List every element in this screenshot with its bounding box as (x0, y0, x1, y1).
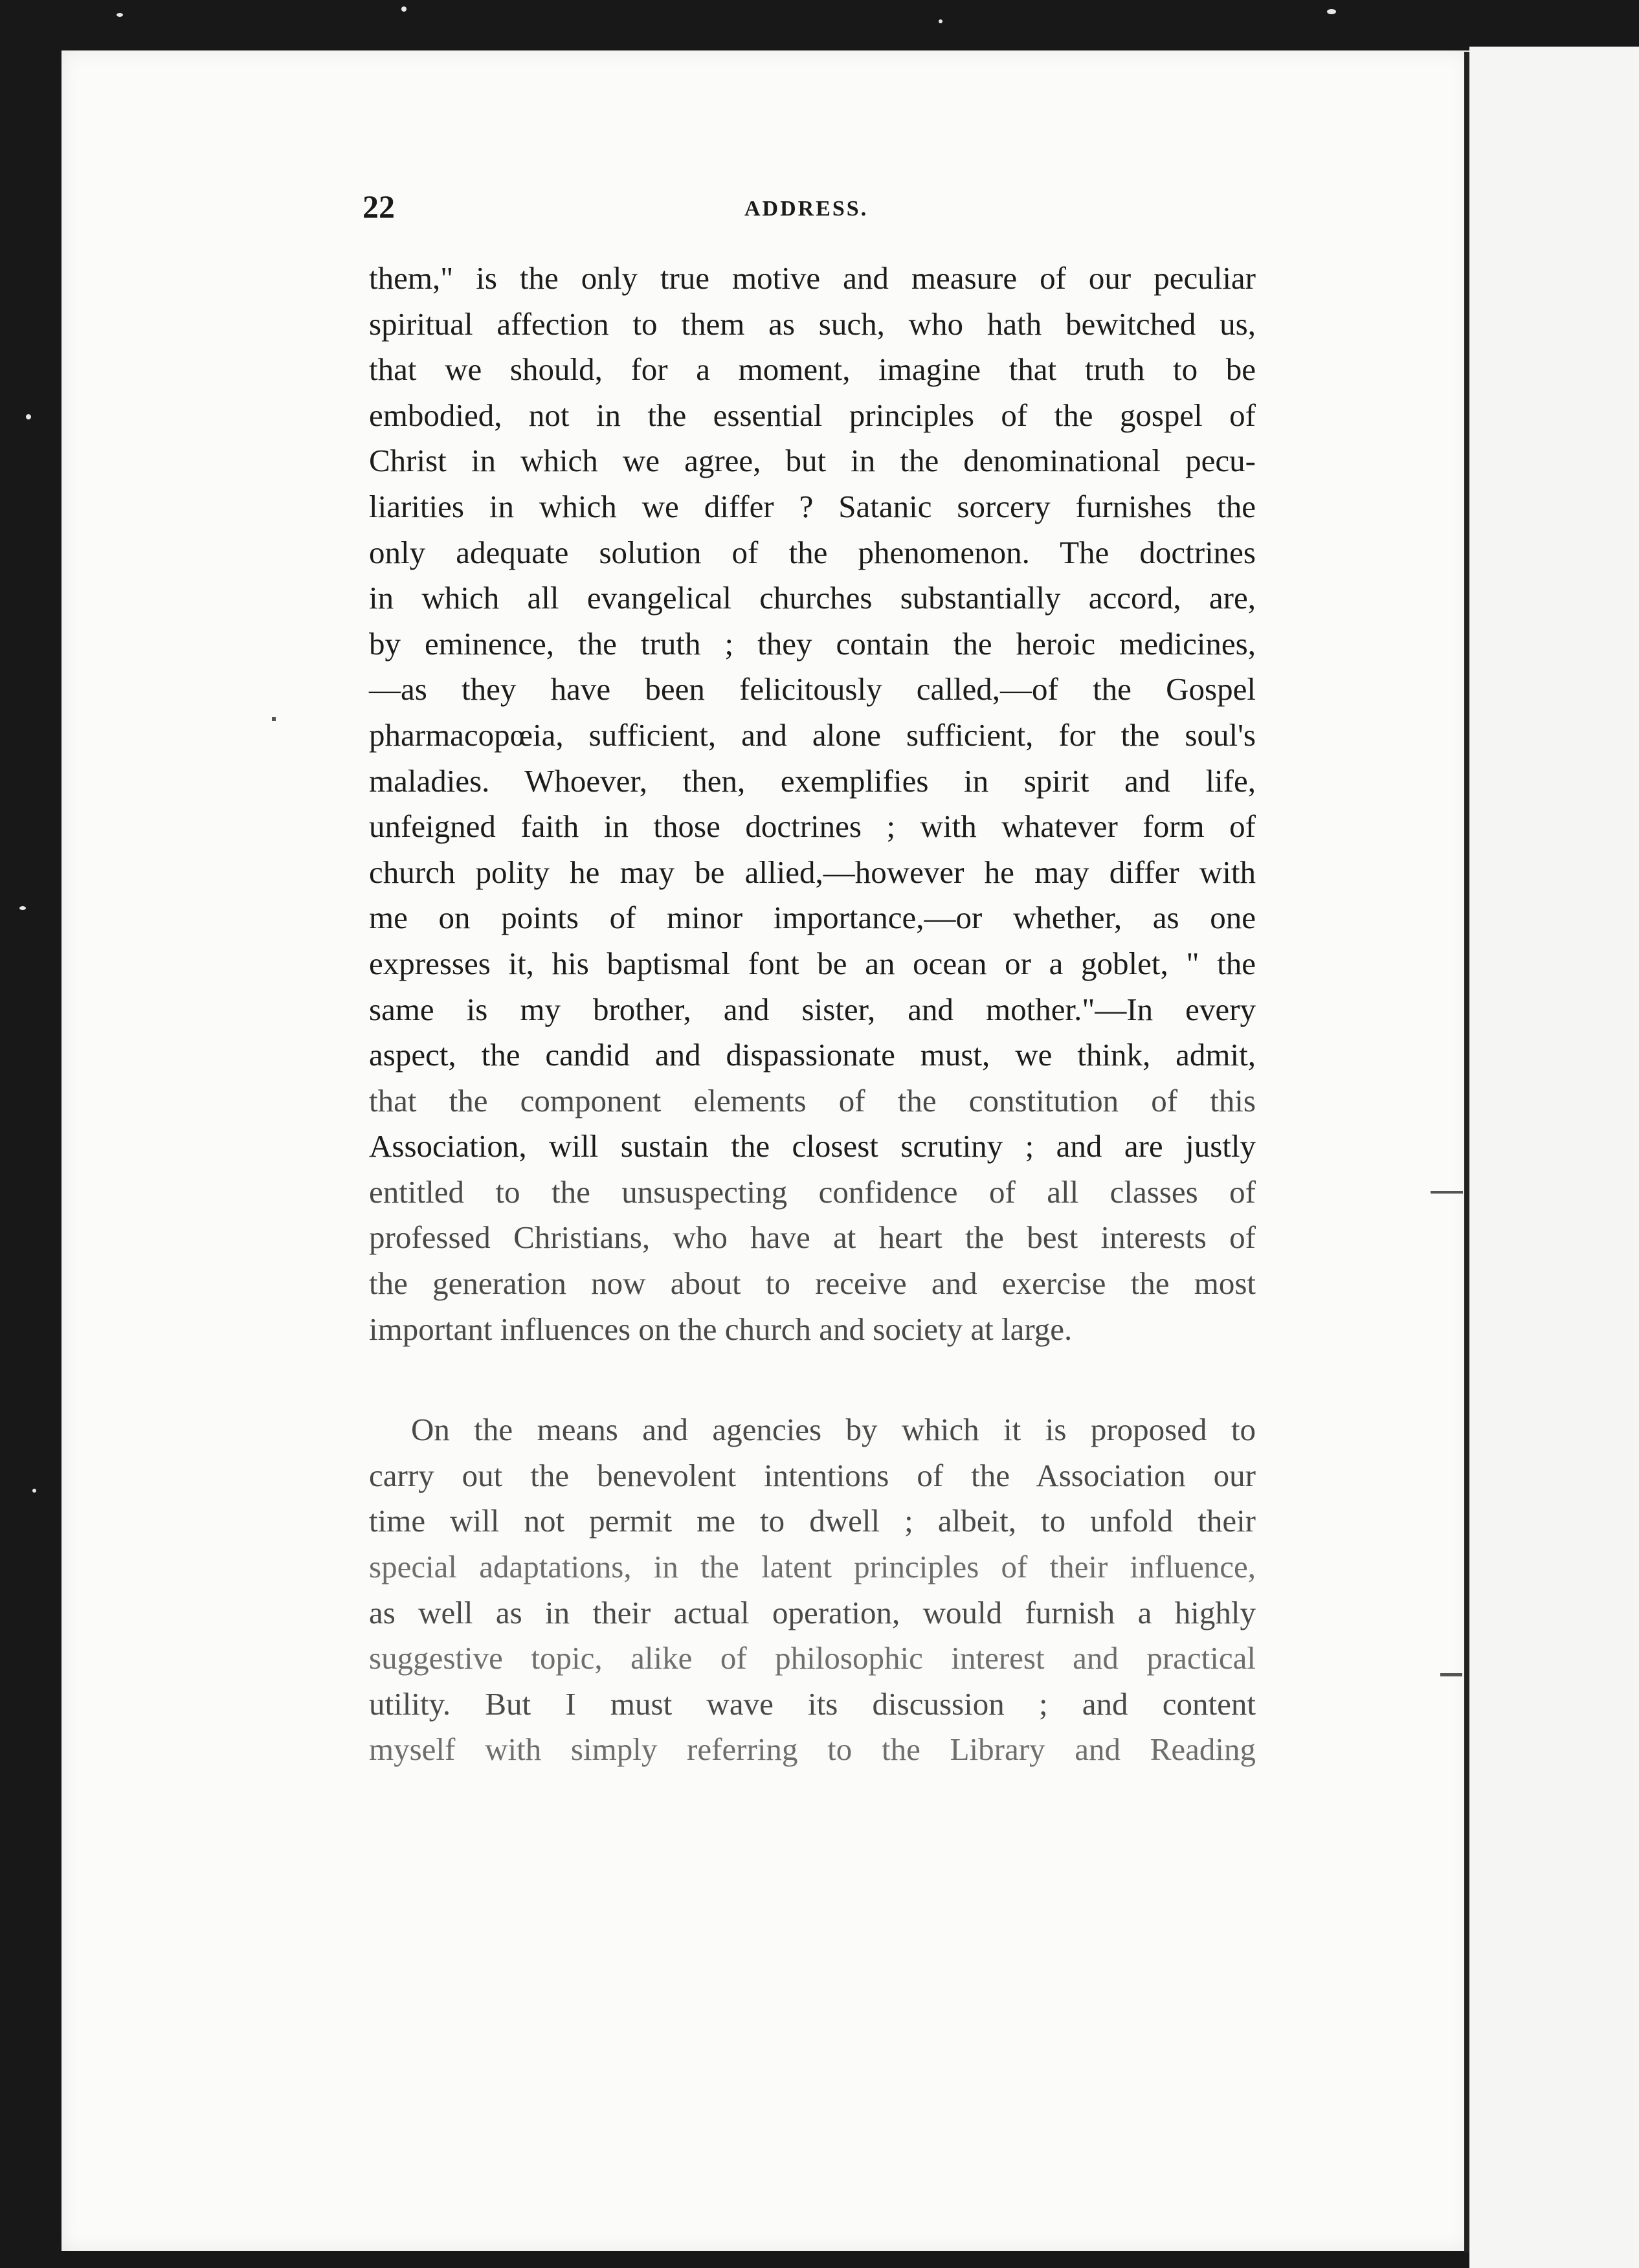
text-line: time will not permit me to dwell ; albeit, to unfold their (369, 1503, 1256, 1539)
scan-speck (401, 6, 407, 12)
scan-speck (19, 906, 26, 910)
text-line: embodied, not in the essential principles of the gospel of (369, 397, 1256, 433)
text-line: only adequate solution of the phenomenon. The doctrines (369, 534, 1256, 570)
text-line: unfeigned faith in those doctrines ; with whatever form of (369, 808, 1256, 845)
text-line: by eminence, the truth ; they contain the heroic medicines, (369, 625, 1256, 662)
paragraph-2 (369, 1407, 1256, 1773)
ink-mark (1431, 1191, 1463, 1194)
text-line: church polity he may be allied,—however he may differ with (369, 854, 1256, 890)
scan-speck (117, 13, 123, 17)
body-text (369, 256, 1256, 1773)
text-line: carry out the benevolent intentions of the Association our (369, 1457, 1256, 1493)
text-line: On the means and agencies by which it is proposed to (411, 1412, 1256, 1448)
text-line: expresses it, his baptismal font be an ocean or a goblet, " the (369, 945, 1256, 981)
scan-speck (32, 1489, 36, 1493)
text-line: professed Christians, who have at heart the best interests of (369, 1219, 1256, 1256)
text-line: the generation now about to receive and exercise the most (369, 1265, 1256, 1302)
text-line: aspect, the candid and dispassionate must, we think, admit, (369, 1037, 1256, 1073)
text-line: that we should, for a moment, imagine that truth to be (369, 351, 1256, 388)
text-line: entitled to the unsuspecting confidence of all classes of (369, 1173, 1256, 1210)
text-line: that the component elements of the constitution of this (369, 1082, 1256, 1118)
text-line: same is my brother, and sister, and mother."—In every (369, 991, 1256, 1027)
scan-speck (26, 414, 31, 419)
ink-mark (272, 717, 276, 721)
text-line: maladies. Whoever, then, exemplifies in spirit and life, (369, 762, 1256, 799)
facing-page-edge (1469, 47, 1639, 2268)
text-line: special adaptations, in the latent principles of their influence, (369, 1549, 1256, 1585)
text-line: as well as in their actual operation, would furnish a highly (369, 1594, 1256, 1630)
text-line: —as they have been felicitously called,—of the Gospel (369, 671, 1256, 707)
scan-speck (1327, 9, 1336, 14)
paragraph-1 (369, 256, 1256, 1352)
text-line: suggestive topic, alike of philosophic interest and practical (369, 1640, 1256, 1676)
text-line: liarities in which we differ ? Satanic sorcery furnishes the (369, 488, 1256, 524)
page-header (362, 188, 1256, 239)
text-line: me on points of minor importance,—or whether, as one (369, 900, 1256, 936)
text-line: pharmacopœia, sufficient, and alone sufficient, for the soul's (369, 717, 1256, 753)
text-line: Association, will sustain the closest scrutiny ; and are justly (369, 1128, 1256, 1164)
text-line: spiritual affection to them as such, who hath bewitched us, (369, 306, 1256, 342)
text-line: them," is the only true motive and measure of our peculiar (369, 260, 1256, 296)
running-head: ADDRESS. (744, 197, 869, 221)
text-line: in which all evangelical churches substantially accord, are, (369, 580, 1256, 616)
text-line: utility. But I must wave its discussion ; and content (369, 1685, 1256, 1722)
text-line: important influences on the church and society at large. (369, 1311, 1073, 1347)
ink-mark (1440, 1673, 1462, 1676)
text-line: myself with simply referring to the Library and Reading (369, 1731, 1256, 1768)
page-number: 22 (362, 188, 395, 225)
page-gutter-line (1464, 52, 1469, 2252)
scan-speck (939, 19, 942, 23)
text-line: Christ in which we agree, but in the denominational pecu- (369, 443, 1256, 479)
